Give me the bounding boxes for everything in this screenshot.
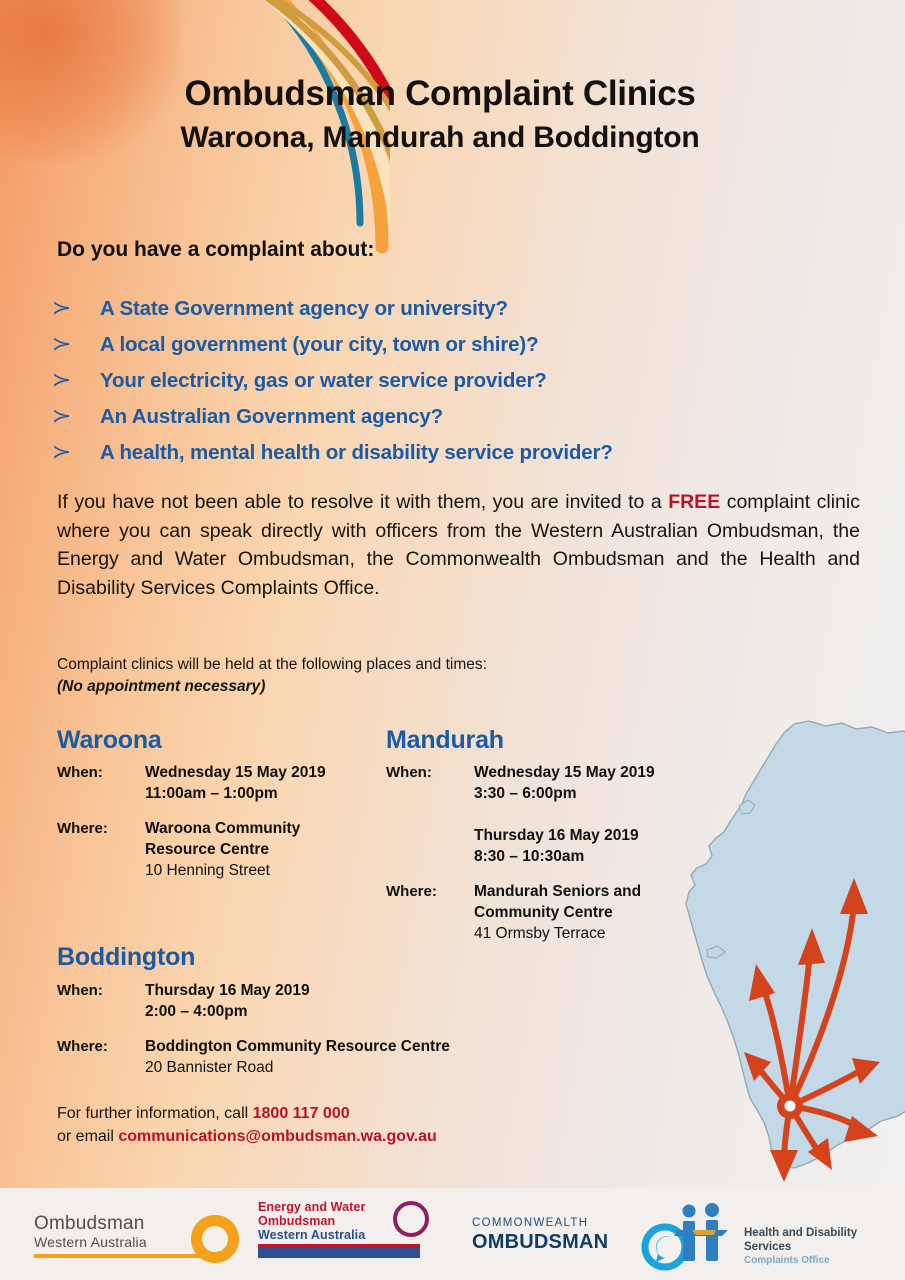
arrow-bullet-icon: ≻ <box>51 406 72 427</box>
where-value <box>145 1036 450 1078</box>
venue-line-1: Mandurah Seniors and <box>474 883 642 900</box>
logo-ombudsman-wa <box>34 1213 239 1258</box>
contact-phone-prefix: For further information, call <box>57 1105 253 1122</box>
when-value <box>145 980 310 1022</box>
page-subtitle: Waroona, Mandurah and Boddington <box>180 121 700 155</box>
when-label: When: <box>57 982 103 999</box>
where-value <box>474 881 641 944</box>
where-row <box>57 1036 577 1078</box>
when-time-1: 3:30 – 6:00pm <box>474 785 577 802</box>
venue-address: 10 Henning Street <box>145 862 270 879</box>
location-heading-waroona: Waroona <box>57 726 162 754</box>
spacer <box>386 871 706 881</box>
logo-ew-line3: Western Australia <box>258 1228 366 1242</box>
location-heading-boddington: Boddington <box>57 943 196 971</box>
email-address[interactable]: communications@ombudsman.wa.gov.au <box>118 1128 437 1145</box>
venue-address: 20 Bannister Road <box>145 1059 274 1076</box>
when-date-1: Wednesday 15 May 2019 <box>474 764 655 781</box>
purple-ring-icon <box>393 1201 429 1237</box>
list-item-label: A State Government agency or university? <box>100 297 508 320</box>
venue-line-2: Community Centre <box>474 904 613 921</box>
where-row <box>386 881 706 944</box>
orange-ring-icon <box>191 1215 239 1263</box>
when-value <box>145 762 326 804</box>
complaint-prompt: Do you have a complaint about: <box>57 238 375 261</box>
when-time-2: 8:30 – 10:30am <box>474 848 585 865</box>
when-date: Thursday 16 May 2019 <box>145 982 310 999</box>
clinic-note-line1: Complaint clinics will be held at the following places and times: <box>57 656 487 673</box>
arrow-bullet-icon: ≻ <box>51 298 72 319</box>
when-row <box>386 762 706 867</box>
page-title: Ombudsman Complaint Clinics <box>184 74 696 113</box>
where-label: Where: <box>386 883 437 900</box>
venue-line-1: Boddington Community Resource Centre <box>145 1038 450 1055</box>
logo-ombudsman-wa-line2: Western Australia <box>34 1234 147 1250</box>
logo-ew-line2: Ombudsman <box>258 1214 336 1228</box>
venue-line-1: Waroona Community <box>145 820 301 837</box>
venue-line-2: Resource Centre <box>145 841 270 858</box>
logo-hadsco-line2: Complaints Office <box>744 1255 830 1266</box>
arrow-bullet-icon: ≻ <box>51 370 72 391</box>
when-date: Wednesday 15 May 2019 <box>145 764 326 781</box>
list-item-label: An Australian Government agency? <box>100 405 444 428</box>
poster-header <box>0 74 880 156</box>
when-value <box>474 762 655 867</box>
contact-info <box>57 1102 437 1148</box>
list-item <box>51 294 847 326</box>
clinic-note-line2: (No appointment necessary) <box>57 677 266 695</box>
location-details-mandurah <box>386 762 706 948</box>
location-details-waroona <box>57 762 387 885</box>
list-item-label: A local government (your city, town or shire)? <box>100 333 539 356</box>
contact-phone-line <box>57 1102 437 1125</box>
western-australia-map-icon <box>676 718 905 1193</box>
logo-cw-line2: OMBUDSMAN <box>472 1231 609 1253</box>
venue-address: 41 Ormsby Terrace <box>474 925 606 942</box>
logo-hadsco-line1: Health and Disability Services <box>744 1227 858 1253</box>
when-time: 2:00 – 4:00pm <box>145 1003 248 1020</box>
clinic-note <box>57 654 677 697</box>
logo-ew-line1: Energy and Water <box>258 1200 366 1214</box>
when-label: When: <box>57 764 103 781</box>
arrow-bullet-icon: ≻ <box>51 442 72 463</box>
intro-paragraph <box>57 488 860 602</box>
when-label: When: <box>386 764 432 781</box>
logo-strip <box>0 1188 905 1280</box>
paragraph-part-1: If you have not been able to resolve it with them, you are invited to a <box>57 491 669 513</box>
list-item-label: A health, mental health or disability service provider? <box>100 441 613 464</box>
list-item <box>51 330 847 362</box>
logo-commonwealth-ombudsman <box>472 1216 632 1254</box>
when-time: 11:00am – 1:00pm <box>145 785 278 802</box>
free-highlight: FREE <box>668 491 721 513</box>
phone-number[interactable]: 1800 117 000 <box>252 1105 350 1122</box>
logo-ombudsman-wa-line1: Ombudsman <box>34 1213 145 1234</box>
when-date-2: Thursday 16 May 2019 <box>474 827 639 844</box>
list-item <box>51 438 847 470</box>
logo-ew-blue-bar <box>258 1247 420 1258</box>
when-row <box>57 762 387 804</box>
location-details-boddington <box>57 980 577 1082</box>
where-label: Where: <box>57 820 108 837</box>
where-label: Where: <box>57 1038 108 1055</box>
contact-email-line <box>57 1125 437 1148</box>
where-row <box>57 818 387 881</box>
two-figures-icon <box>672 1202 734 1264</box>
contact-email-prefix: or email <box>57 1128 119 1145</box>
where-value <box>145 818 300 881</box>
list-item-label: Your electricity, gas or water service provider? <box>100 369 547 392</box>
map-hub-center <box>785 1101 796 1112</box>
complaint-type-list <box>51 294 847 474</box>
logo-energy-water-ombudsman <box>258 1200 426 1258</box>
list-item <box>51 366 847 398</box>
spacer <box>57 808 387 818</box>
logo-hadsco <box>672 1204 892 1264</box>
logo-cw-line1: COMMONWEALTH <box>472 1217 589 1229</box>
when-row <box>57 980 577 1022</box>
arrow-bullet-icon: ≻ <box>51 334 72 355</box>
paragraph-part-2: complaint clinic where you can speak directly with officers from the Western Australian Ombudsman, the Energy and Water Ombudsman, the Commonwealth Ombudsman and the Health and Disability Services Complaints Office. <box>57 491 860 599</box>
spacer <box>57 1026 577 1036</box>
list-item <box>51 402 847 434</box>
location-heading-mandurah: Mandurah <box>386 726 504 754</box>
